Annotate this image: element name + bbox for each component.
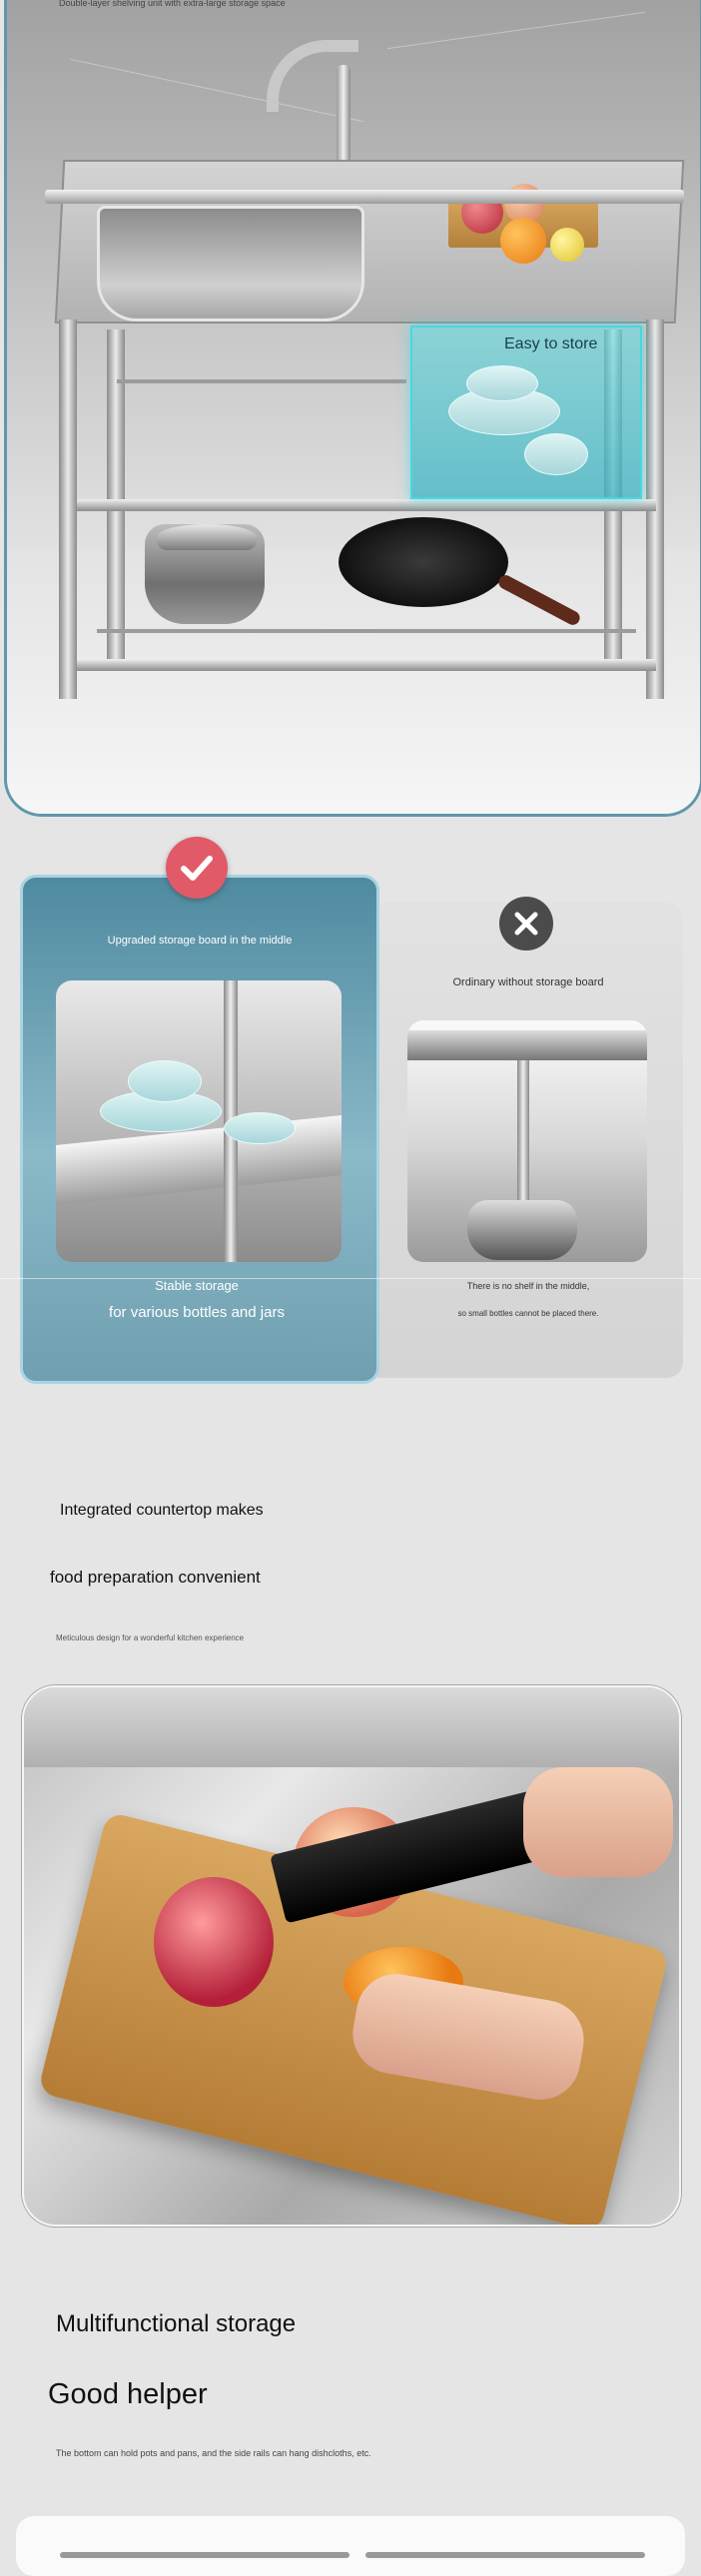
countertop-caption: Meticulous design for a wonderful kitchen experience	[56, 1633, 245, 1642]
countertop-heading-2: food preparation convenient	[50, 1568, 261, 1587]
pot-lid	[157, 524, 257, 550]
hero-caption: Double-layer shelving unit with extra-large storage space	[59, 0, 286, 8]
orange	[500, 218, 546, 264]
next-section-card	[16, 2516, 685, 2576]
ordinary-subtitle-1: There is no shelf in the middle,	[466, 1281, 590, 1291]
storage-caption: The bottom can hold pots and pans, and the side rails can hang dishcloths, etc.	[56, 2448, 371, 2458]
apple	[154, 1877, 274, 2007]
hero-product-image	[4, 0, 701, 817]
upgraded-title: Upgraded storage board in the middle	[107, 935, 293, 947]
middle-shelf	[77, 499, 656, 511]
upgraded-shelf-photo	[56, 980, 342, 1262]
ordinary-shelf-photo	[407, 1020, 647, 1262]
x-icon-svg	[499, 897, 553, 951]
cutting-scene-photo	[22, 1685, 681, 2227]
leg	[59, 320, 77, 699]
countertop-heading-1: Integrated countertop makes	[60, 1502, 264, 1519]
card-image-edge	[365, 2552, 645, 2558]
small-bowl	[224, 1112, 296, 1144]
bottom-rail	[97, 629, 636, 633]
frying-pan	[339, 517, 508, 607]
side-rail	[117, 379, 406, 383]
ordinary-title: Ordinary without storage board	[452, 976, 604, 988]
card-image-edge	[60, 2552, 350, 2558]
check-icon	[166, 837, 228, 899]
bowl	[128, 1060, 202, 1102]
marble-vein	[387, 12, 645, 49]
sink-frame	[45, 190, 684, 204]
countertop-edge	[407, 1030, 647, 1060]
cooking-pot	[467, 1200, 577, 1260]
hand	[523, 1767, 673, 1877]
x-icon	[499, 897, 553, 951]
sink-edge	[24, 1687, 679, 1767]
ordinary-subtitle-2: so small bottles cannot be placed there.	[457, 1309, 599, 1318]
bottom-shelf	[77, 659, 656, 671]
storage-heading-2: Good helper	[48, 2378, 208, 2410]
upgraded-subtitle-1: Stable storage	[155, 1278, 239, 1293]
sink-basin	[97, 206, 364, 322]
storage-label: Easy to store	[504, 335, 598, 352]
check-icon-svg	[166, 837, 228, 899]
lemon	[550, 228, 584, 262]
small-bowl	[524, 433, 588, 475]
storage-heading-1: Multifunctional storage	[56, 2310, 297, 2337]
shelf-board	[56, 1115, 342, 1205]
bowl	[466, 365, 538, 401]
upgraded-subtitle-2: for various bottles and jars	[109, 1304, 285, 1321]
